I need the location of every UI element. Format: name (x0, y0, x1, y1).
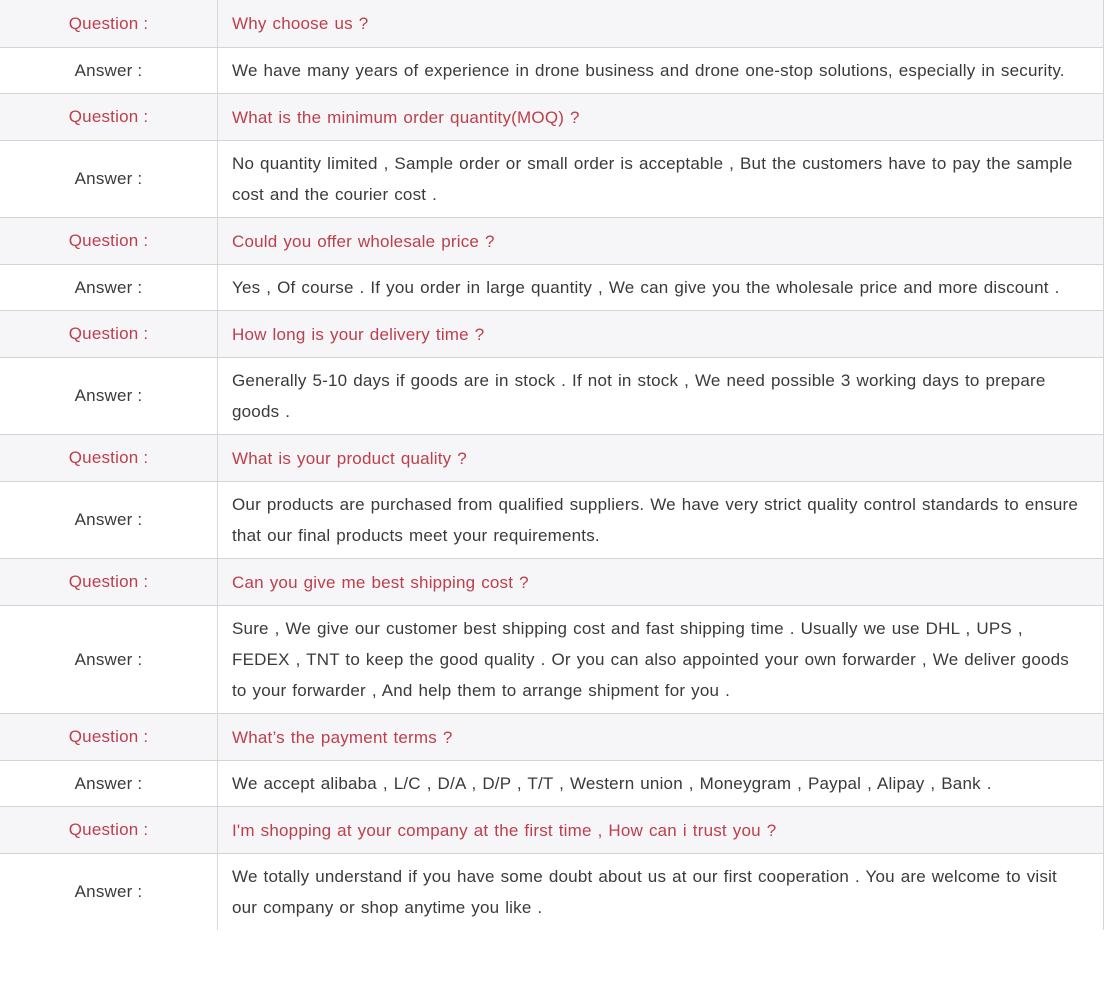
question-label: Question : (68, 727, 149, 746)
answer-text: No quantity limited , Sample order or small order is acceptable , But the customers have to pay the sample cost and the courier cost . (232, 154, 1073, 204)
answer-text: Our products are purchased from qualified suppliers. We have very strict quality control standards to ensure that our final products meet your requirements. (232, 495, 1079, 545)
faq-answer-row (0, 140, 1103, 217)
question-label: Question : (68, 448, 149, 467)
faq-question-row (0, 806, 1103, 853)
faq-question-row (0, 434, 1103, 481)
answer-text: We accept alibaba , L/C , D/A , D/P , T/T , Western union , Moneygram , Paypal , Alipay , Bank . (232, 774, 992, 793)
question-label-cell (0, 435, 218, 481)
faq-question-row (0, 713, 1103, 760)
question-label: Question : (68, 820, 149, 839)
answer-label: Answer : (74, 386, 143, 405)
question-label-cell (0, 559, 218, 605)
question-label-cell (0, 807, 218, 853)
answer-text: Generally 5-10 days if goods are in stock . If not in stock , We need possible 3 working days to prepare goods . (232, 371, 1046, 421)
faq-answer-row (0, 481, 1103, 558)
question-label-cell (0, 218, 218, 264)
question-text: Why choose us ? (232, 14, 369, 33)
question-label: Question : (68, 231, 149, 250)
answer-label: Answer : (74, 277, 143, 297)
question-text: How long is your delivery time ? (232, 324, 485, 344)
answer-label-cell (0, 482, 218, 558)
question-label-cell (0, 0, 218, 47)
answer-text: We have many years of experience in drone business and drone one-stop solutions, especially in security. (232, 61, 1065, 80)
question-label: Question : (68, 572, 149, 591)
question-label: Question : (68, 107, 149, 126)
answer-label: Answer : (74, 773, 143, 793)
faq-answer-row (0, 853, 1103, 930)
answer-label-cell (0, 854, 218, 930)
faq-question-row (0, 0, 1103, 47)
question-label: Question : (68, 13, 149, 33)
answer-label: Answer : (74, 882, 143, 901)
faq-answer-row (0, 605, 1103, 713)
faq-answer-row (0, 47, 1103, 93)
question-label: Question : (68, 324, 149, 343)
faq-question-row (0, 217, 1103, 264)
answer-label: Answer : (74, 510, 143, 529)
faq-question-row (0, 310, 1103, 357)
question-text: What is the minimum order quantity(MOQ) ? (232, 107, 580, 127)
question-text: What’s the payment terms ? (232, 727, 453, 747)
answer-text: We totally understand if you have some doubt about us at our first cooperation . You are welcome to visit our company or shop anytime you like . (232, 867, 1057, 917)
question-label-cell (0, 94, 218, 140)
answer-label: Answer : (74, 169, 143, 188)
answer-label-cell (0, 48, 218, 93)
question-text: What is your product quality ? (232, 448, 467, 468)
answer-label: Answer : (74, 649, 143, 669)
faq-answer-row (0, 357, 1103, 434)
question-text: I'm shopping at your company at the first time , How can i trust you ? (232, 820, 777, 840)
answer-label-cell (0, 141, 218, 217)
answer-text: Sure , We give our customer best shipping cost and fast shipping time . Usually we use DHL , UPS , FEDEX , TNT to keep the good quality . Or you can also appointed your own forwarder , We deliver goods to your forwarder , And help them to arrange shipment for you . (232, 619, 1069, 700)
question-label-cell (0, 311, 218, 357)
answer-text: Yes , Of course . If you order in large quantity , We can give you the wholesale price and more discount . (232, 278, 1060, 297)
faq-answer-row (0, 760, 1103, 806)
faq-question-row (0, 93, 1103, 140)
answer-label-cell (0, 358, 218, 434)
question-text: Can you give me best shipping cost ? (232, 572, 529, 592)
answer-label-cell (0, 606, 218, 713)
answer-label-cell (0, 265, 218, 310)
faq-question-row (0, 558, 1103, 605)
faq-answer-row (0, 264, 1103, 310)
question-text: Could you offer wholesale price ? (232, 231, 495, 251)
question-label-cell (0, 714, 218, 760)
answer-label: Answer : (74, 60, 143, 80)
answer-label-cell (0, 761, 218, 806)
